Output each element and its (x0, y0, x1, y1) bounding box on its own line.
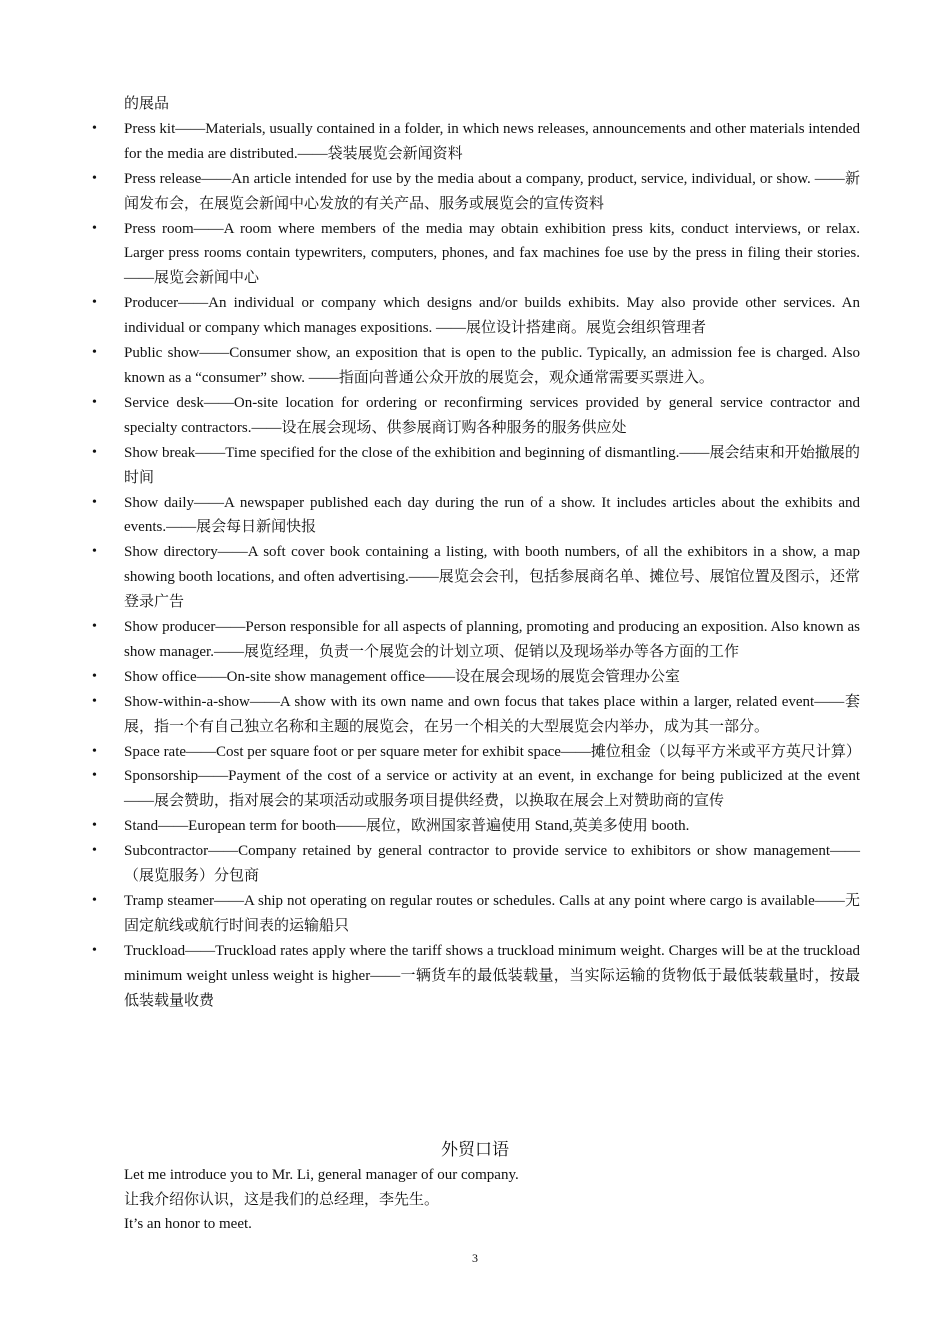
bullet-icon: • (92, 942, 97, 958)
bullet-icon: • (92, 295, 97, 311)
bullet-icon: • (92, 768, 97, 784)
glossary-entry (92, 939, 860, 1014)
bullet-icon: • (92, 170, 97, 186)
glossary-entry (92, 615, 860, 665)
bullet-icon: • (92, 818, 97, 834)
glossary-entry-text: Producer——An individual or company which designs and/or builds exhibits. May also provide other services. An individual or company which manages expositions. ——展位设计搭建商。展览会组织管理者 (124, 295, 860, 337)
bullet-icon: • (92, 345, 97, 361)
glossary-entry (92, 814, 860, 839)
glossary-entry-text: Press release——An article intended for use by the media about a company, product, service, individual, or show. ——新闻发布会，在展览会新闻中心发放的有关产品、服务或展览会的宣传资料 (124, 170, 860, 212)
bullet-icon: • (92, 668, 97, 684)
continuation-text: 的展品 (124, 96, 170, 112)
bullet-icon: • (92, 220, 97, 236)
glossary-entry-text: Show directory——A soft cover book containing a listing, with booth numbers, of all the exhibitors in a show, a map showing booth locations, and often advertising.——展览会会刊，包括参展商名单、摊位号、展馆位置及图示，还常登录广告 (124, 544, 860, 611)
glossary-entry-text: Show-within-a-show——A show with its own name and own focus that takes place within a larger, related event——套展，指一个有自己独立名称和主题的展览会，在另一个相关的大型展览会内举办，成为其一部分。 (124, 693, 860, 735)
glossary-entry (92, 341, 860, 391)
glossary-entry-text: Show break——Time specified for the close of the exhibition and beginning of dismantling.——展会结束和开始撤展的时间 (124, 444, 860, 486)
glossary-entry-text: Press room——A room where members of the media may obtain exhibition press kits, conduct interviews, or relax. Larger press rooms contain typewriters, computers, phones, and fax machines foe use by the press in filing their stories.——展览会新闻中心 (124, 220, 860, 287)
bullet-icon: • (92, 843, 97, 859)
glossary-entry-text: Sponsorship——Payment of the cost of a service or activity at an event, in exchange for being publicized at the event——展会赞助，指对展会的某项活动或服务项目提供经费，以换取在展会上对赞助商的宣传 (124, 768, 860, 810)
glossary-entry (92, 540, 860, 615)
page-number: 3 (472, 1251, 478, 1265)
bullet-icon: • (92, 120, 97, 136)
bullet-icon: • (92, 544, 97, 560)
bullet-icon: • (92, 494, 97, 510)
glossary-entry-text: Press kit——Materials, usually contained in a folder, in which news releases, announcements and other materials intended for the media are distributed.——袋装展览会新闻资料 (124, 120, 860, 162)
conversation-block (124, 1163, 860, 1237)
glossary-entry (92, 764, 860, 814)
conversation-line: Let me introduce you to Mr. Li, general manager of our company. (124, 1167, 519, 1183)
glossary-entry (92, 291, 860, 341)
glossary-entry-text: Stand——European term for booth——展位，欧洲国家普遍使用 Stand,英美多使用 booth. (124, 818, 690, 835)
glossary-entry (92, 740, 861, 765)
glossary-entry (92, 441, 860, 491)
glossary-entry-text: Tramp steamer——A ship not operating on regular routes or schedules. Calls at any point where cargo is available——无固定航线或航行时间表的运输船只 (124, 893, 860, 934)
glossary-entry-text: Subcontractor——Company retained by general contractor to provide service to exhibitors or show management——（展览服务）分包商 (124, 843, 860, 885)
glossary-entry-text: Show daily——A newspaper published each day during the run of a show. It includes articles about the exhibits and events.——展会每日新闻快报 (124, 494, 860, 536)
bullet-icon: • (92, 444, 97, 460)
glossary-entry-text: Public show——Consumer show, an exposition that is open to the public. Typically, an admission fee is charged. Also known as a “consumer” show. ——指面向普通公众开放的展览会，观众通常需要买票进入。 (124, 345, 860, 386)
glossary-entry (92, 391, 860, 441)
conversation-line: 让我介绍你认识，这是我们的总经理，李先生。 (124, 1191, 440, 1208)
glossary-entry (92, 889, 860, 939)
glossary-list (92, 117, 861, 1014)
glossary-entry-text: Show office——On-site show management office——设在展会现场的展览会管理办公室 (124, 668, 681, 685)
bullet-icon: • (92, 893, 97, 908)
glossary-entry (92, 491, 860, 541)
section-title: 外贸口语 (441, 1140, 509, 1159)
conversation-line: It’s an honor to meet. (124, 1216, 252, 1232)
glossary-section (92, 92, 861, 1014)
bullet-icon: • (92, 619, 97, 635)
bullet-icon: • (92, 394, 97, 410)
glossary-entry-text: Truckload——Truckload rates apply where the tariff shows a truckload minimum weight. Charges will be at the truckload minimum weight unless weight is higher——一辆货车的最低装载量，当实际运输的货物低于最低装载量时，按最低装载量收费 (124, 942, 860, 1009)
glossary-entry (92, 690, 860, 740)
bullet-icon: • (92, 743, 97, 759)
glossary-entry (92, 665, 860, 690)
glossary-entry (92, 167, 860, 217)
bullet-icon: • (92, 693, 97, 709)
glossary-entry-text: Space rate——Cost per square foot or per square meter for exhibit space——摊位租金（以每平方米或平方英尺计算） (124, 743, 861, 760)
glossary-entry (92, 117, 860, 167)
glossary-entry (92, 839, 860, 889)
glossary-entry-text: Service desk——On-site location for ordering or reconfirming services provided by general service contractor and specialty contractors.——设在展会现场、供参展商订购各种服务的服务供应处 (124, 394, 860, 436)
glossary-entry (92, 217, 860, 292)
glossary-entry-text: Show producer——Person responsible for all aspects of planning, promoting and producing an exposition. Also known as show manager.——展览经理，负责一个展览会的计划立项、促销以及现场举办等各方面的工作 (124, 619, 860, 660)
